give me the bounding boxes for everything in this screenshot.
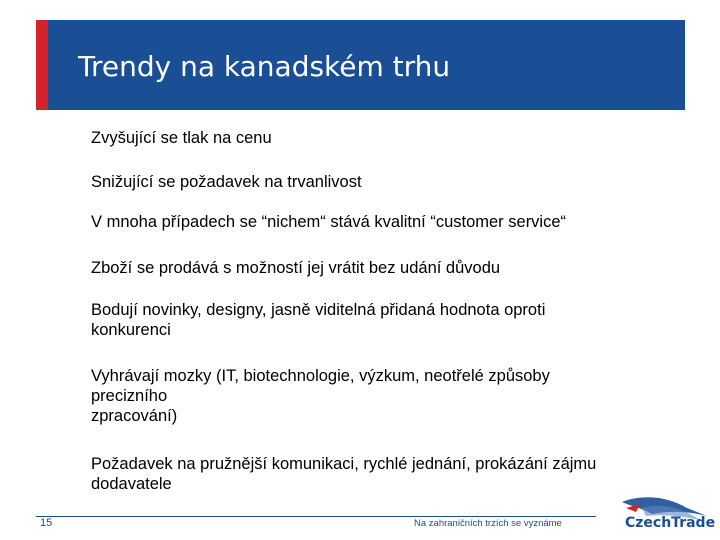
logo-wordmark: CzechTrade — [625, 515, 716, 531]
bullet-item: Snižující se požadavek na trvanlivost — [91, 173, 362, 191]
bullet-item: Vyhrávají mozky (IT, biotechnologie, výzkum, neotřelé způsoby precizního zpracování) — [91, 367, 550, 425]
bullet-item: Bodují novinky, designy, jasně viditelná přidaná hodnota oproti konkurenci — [91, 301, 546, 339]
bullet-item: Zvyšující se tlak na cenu — [91, 129, 272, 147]
header-accent-bar — [36, 20, 48, 110]
footer-tagline: Na zahraničních trzích se vyznáme — [414, 518, 562, 529]
page-number: 15 — [40, 517, 53, 529]
slide-title: Trendy na kanadském trhu — [78, 50, 451, 83]
bullet-item: Zboží se prodává s možností jej vrátit bez udání důvodu — [91, 259, 501, 277]
bullet-item: V mnoha případech se “nichem“ stává kvalitní “customer service“ — [91, 213, 567, 231]
footer-divider — [36, 516, 596, 517]
bullet-item: Požadavek na pružnější komunikaci, rychlé jednání, prokázání zájmu dodavatele — [91, 455, 597, 493]
